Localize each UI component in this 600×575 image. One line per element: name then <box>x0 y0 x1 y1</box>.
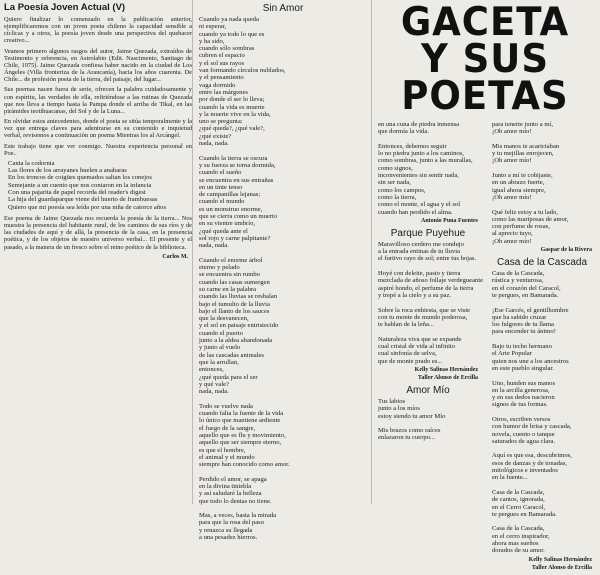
poem-line: y tu mejillas enrojecen, <box>492 150 554 158</box>
poem-line <box>492 165 596 172</box>
poem-line: en su vientre umbrío, <box>199 220 256 228</box>
poem-line: en el cerro inspirador, <box>492 532 550 540</box>
masthead-line: GACETA <box>400 0 570 45</box>
poem-line: y en sus dedos nacieron <box>492 394 555 402</box>
poem-line: ni esperar, <box>199 23 227 31</box>
poem-line: van formando círculos nublados, <box>199 67 286 75</box>
poem-line <box>492 409 596 416</box>
poem-line <box>378 263 482 270</box>
poem-sin-amor <box>199 16 371 541</box>
poem-line: que dormía la vida. <box>378 128 429 136</box>
poem-line <box>492 482 596 489</box>
poem-line: como el monte, el agua y el sol <box>378 201 461 209</box>
poem-line: ¿qué queda ante el <box>199 227 248 235</box>
poem-line: de campanillas lejanas; <box>199 191 261 199</box>
poem-heading-sin-amor: Sin Amor <box>262 3 304 14</box>
poem-line: Casa de la Cascada, <box>492 270 545 278</box>
poem-line: y junto al vuelo <box>199 344 241 352</box>
poem-line: en este pueblo singular. <box>492 364 554 372</box>
poem-line: Mis manos te acariciaban <box>492 142 560 150</box>
essay-closing <box>4 215 192 251</box>
poem-line: cuando el sueño <box>199 169 242 177</box>
poem-heading-amor-mio: Amor Mío <box>406 384 450 396</box>
author-signature: Kelly Salinas Hernández <box>528 556 592 563</box>
poem-line: cuando el mundo <box>199 198 245 206</box>
poem-line: el Arte Popular <box>492 350 532 358</box>
quoted-poem <box>8 160 192 211</box>
poem-line: como la tierra, <box>378 193 417 201</box>
poem-line: cuando sólo sombras <box>199 45 255 53</box>
poem-line: estoy siendo tu amor Mío <box>378 412 446 420</box>
poem-line: entre las márgenes <box>199 88 248 96</box>
subcolumn-left <box>374 121 482 575</box>
poem-amor-mio <box>378 398 482 442</box>
poem-line: saturados de agua clara. <box>492 437 555 445</box>
essay-paragraph: Veamos primero algunos rasgos del autor, Jaime Quezada, extraídos de Testimonio y referencia, en Astrolabio (Edit. Nascimento, Santiago de Chile, 1975). Jaime Quezada confiesa haber nacido en la ciudad de Los Ángeles (Villa fronteriza de la Araucanía), hacia los años cuarenta. De Chile... de profesión poeta de la tierra, del paisaje, del lugar... <box>4 47 192 84</box>
poem-line: el furtivo rayo de sol; entre tus hojas. <box>378 255 477 263</box>
poem-line: bajo el tumulto de la lluvia <box>199 300 270 308</box>
author-signature: Kelly Salinas Hernández <box>414 366 478 373</box>
poem-line: para que la rosa del paso <box>199 519 264 527</box>
poem-line: junto a los míos <box>378 405 420 413</box>
poem-line: en la fuente... <box>492 474 528 482</box>
poem-line: a una pesadez hierros. <box>199 534 258 542</box>
poem-line: es un monstruo enorme, <box>199 205 263 213</box>
essay-title: La Poesía Joven Actual (V) <box>4 2 126 13</box>
poem-line: aquello que ser siempre eterno, <box>199 439 282 447</box>
poem-line: ¿qué existe? <box>199 132 232 140</box>
column-divider <box>371 0 372 504</box>
poem-line: ¿qué queda?, ¿qué vale?, <box>199 125 265 133</box>
poem-line: que todo lo dentas no tiene. <box>199 497 272 505</box>
poem-line: Mas, a veces, basta la mirada <box>199 512 277 520</box>
poem-line: Uno, hunden sus manos <box>492 379 556 387</box>
poem-line: Casa de la Cascada, <box>492 488 545 496</box>
poem-line: con perfume de rosas, <box>492 223 550 231</box>
subcolumn-right <box>488 121 596 575</box>
poem-line <box>199 505 371 512</box>
poem-line: el fuego de la sangre, <box>199 424 256 432</box>
poem-line: en un tinte tenso <box>199 183 243 191</box>
poem-line: a la entrada entinas de tu lluvia <box>378 248 461 256</box>
poem-line <box>378 299 482 306</box>
gaceta-subcolumns <box>374 121 596 575</box>
poem-line: en el corazón del Caracol, <box>492 284 561 292</box>
poem-line <box>378 136 482 143</box>
poem-line: en la arcilla generosa, <box>492 386 550 394</box>
poem-line: La hija del guardaparque viene del huerto de frambuesas <box>8 196 158 204</box>
column-gaceta <box>374 0 596 571</box>
poem-line: Junto a mí te cobijaste, <box>492 172 553 180</box>
poem-line: para tenerte junto a mí, <box>492 121 553 128</box>
poem-line: cuando han perdido el alma. <box>378 208 453 216</box>
poem-line: como sombras, junto a las murallas, <box>378 157 473 165</box>
poem-continued <box>378 121 482 216</box>
poem-line: cuando el puerto <box>199 329 243 337</box>
poem-line: nada, nada. <box>199 140 229 148</box>
poem-line: uno se pregunta: <box>199 118 243 126</box>
poem-line: para encender tu ánimo! <box>492 328 556 336</box>
poem-line <box>199 250 371 257</box>
poem-line: signos de tus formas. <box>492 401 548 409</box>
poem-line: aquello que es flu y movimiento, <box>199 431 286 439</box>
essay-closing-text: Ese poema de Jaime Quezada nos recuerda la poesía de la tierra... Nos muestra la presencia del habitante rural, de los caminos de sus ríos y de las ciudades de aquí y de allá, la presencia de la casa, en la presencia poética, y de los objetos de nuestro universo verbal... El presente y el pasado, a la manera de un fresco sobre el reino poético de la biblioteca. <box>4 214 192 251</box>
poem-line <box>378 328 482 335</box>
poem-line: cuando falta la fuente de la vida <box>199 410 284 418</box>
poem-line <box>492 299 596 306</box>
column-essay <box>4 0 192 504</box>
poem-line: en una cuna de piedra inmensa <box>378 121 460 128</box>
poem-line <box>492 136 596 143</box>
poem-line: Naturaleza viva que se expande <box>378 335 462 343</box>
author-signature: Antonio Puna Fuentes <box>420 217 478 224</box>
poem-line <box>378 420 482 427</box>
poem-line: en la divina tiniebla <box>199 483 252 490</box>
poem-line: cual cristal de vida al infinito <box>378 343 456 351</box>
poem-line: Entonces, debemos seguir <box>378 142 447 150</box>
poem-line: que la arrullan, <box>199 358 239 366</box>
poem-line: Tus labios <box>378 397 406 405</box>
poem-line <box>492 372 596 379</box>
poem-line: te pergues, en Bamarada. <box>492 291 559 299</box>
poem-line: Las flores de los arrayanes huelen a anabaras <box>8 167 127 175</box>
poem-puyehue <box>378 241 482 365</box>
poem-line: bajo el llanto de los sauces <box>199 307 270 315</box>
poem-line <box>199 468 371 475</box>
poem-line: Perdido el amor, se apaga <box>199 475 267 483</box>
poem-line: ¡Ese Garcés, el gentilhombre <box>492 306 569 314</box>
poem-line: y renazca su llegada <box>199 526 253 534</box>
author-workshop: Taller Alonso de Ercilla <box>417 374 478 381</box>
poem-line: cuando ya todo lo que es <box>199 30 265 38</box>
poem-line: y el sol sus rayos <box>199 59 245 67</box>
poem-line: quien nos une a los ancestros <box>492 357 569 365</box>
poem-line: Qué feliz estoy a tu lado, <box>492 208 558 216</box>
poem-line: Casa de la Cascada, <box>492 525 545 533</box>
poem-line <box>199 395 371 402</box>
poem-line: ahora mas sueños <box>492 540 539 548</box>
poem-line: Maravilloso cerdero me condujo <box>378 240 464 248</box>
poem-line: y trepé a la cielo y a su paz. <box>378 291 452 299</box>
essay-paragraph: Quiero finalizar lo comenzado en la publicación anterior, ejemplificaremos con un joven poeta chileno la capacidad sensible a cíclicas y a otros, la poesía joven desde una perspectiva del quehacer creativo... <box>4 16 192 45</box>
poem-line: sol rojo y carne palpitante? <box>199 234 271 242</box>
poem-line: lo único que mantiene ardiente <box>199 417 281 425</box>
poem-line: siempre han conocido como amor. <box>199 461 290 469</box>
poem-line: Quiero que mi poesía sea leída por una niña de catorce años <box>8 203 167 211</box>
poem-line: entonces, <box>199 366 224 374</box>
poem-line: con humor de brisa y cascada, <box>492 423 572 431</box>
poem-line: que de monte prado es... <box>378 357 443 365</box>
masthead-line: Y SUS <box>421 37 549 82</box>
poem-line: como signos, <box>378 164 413 172</box>
poem-line: Con una pajarita de papel recorda del reader's digest <box>8 189 146 196</box>
poem-line: y su fuerza se torna dormida, <box>199 161 276 169</box>
poem-line: eterno y pelado <box>199 264 240 272</box>
poem-line: en el Cerro Caracol, <box>492 503 546 511</box>
poem-line: y ha sido, <box>199 37 225 45</box>
poem-line: que la desvanecen, <box>199 315 249 323</box>
poem-line: Canta la codornia <box>8 159 55 167</box>
poem-line: Semejante a un cuento que nos contaron en la infancia <box>8 181 152 189</box>
poem-line <box>492 336 596 343</box>
poem-amor-mio-continued <box>492 121 596 245</box>
poem-line: Mis brazos como raíces <box>378 427 441 435</box>
poem-line: Cuando el enorme árbol <box>199 256 263 264</box>
poem-line: y así saludaré la belleza <box>199 490 262 498</box>
poem-line: Cuando la tierra se oscura <box>199 154 268 162</box>
poem-line: se encuentra en sus entrañas <box>199 176 274 184</box>
poem-line: cubren el espacio <box>199 52 245 60</box>
poem-line: junto a la aldea abandonada <box>199 337 273 345</box>
poem-line: esos de danzas y de tonadas, <box>492 459 568 467</box>
poem-line: Sobre la roca enhiesta, que se viste <box>378 306 471 314</box>
poem-line: en un abrazo fuerte, <box>492 179 545 187</box>
poem-line: enlazaron tu cuerpo... <box>378 434 435 442</box>
poem-line: nada, nada. <box>199 388 229 396</box>
column-sin-amor <box>195 0 371 542</box>
poem-line: cual sinfonía de selva, <box>378 350 437 358</box>
masthead <box>380 0 591 119</box>
poem-line: como las mariposas de amor, <box>492 215 569 223</box>
poem-line: inconvenientes sin sentir nada, <box>378 172 459 180</box>
author-signature: Gaspar de la Rivera <box>540 247 592 254</box>
poem-line: con tu monte de mundo poderosa, <box>378 313 468 321</box>
poem-line: cuando las lluvias se resbalan <box>199 293 278 301</box>
masthead-line: POETAS <box>401 74 569 119</box>
poem-line: se encuentra sin rumbo <box>199 271 260 279</box>
poem-line: el animal y el mundo <box>199 453 255 461</box>
poem-line: que se cierra como un muerto <box>199 213 278 221</box>
poem-line: es que el hombre, <box>199 446 246 454</box>
essay-paragraph: En olvidar estos antecedentes, donde el poeta se sitúa temporalmente y la vez que entrega claves para adentrarse en su contenido e inquietud verbal, revisemos a continuación un poema Mientras los al Arcángel. <box>4 118 192 140</box>
poem-line: como los campos, <box>378 186 426 194</box>
poem-line: su carne en la palabra <box>199 285 257 293</box>
poem-line: ¡Oh amor mío! <box>492 128 532 136</box>
poem-line: mezclada de añoso follaje verdegueante <box>378 277 484 285</box>
poem-line: Bajo tu techo hermano <box>492 343 552 351</box>
essay-paragraph: Sus poemas nacen fuera de serie, ofrecen la palabra cuidadosamente y con espíritu, las verdades de ella, refiriéndose a las rutinas de Quezada que nos lleva a tiempo hasta la Pampa donde el arriba de Tikal, en las pirámides teotihuacanas, del Sol y de la Luna... <box>4 86 192 115</box>
poem-line: y el sol en paisaje entristecido <box>199 322 279 330</box>
poem-line: novela, cuento o tanque <box>492 430 555 438</box>
poem-line <box>492 445 596 452</box>
column-divider <box>192 0 193 504</box>
poem-line <box>199 147 371 154</box>
poem-line: cuando la vida es muerte <box>199 103 265 111</box>
essay-signature: Carlos M. <box>162 253 188 260</box>
poem-line: rústica y venturosa, <box>492 277 544 285</box>
essay-body <box>4 16 192 157</box>
poem-heading-casa-cascada: Casa de la Cascada <box>496 257 588 269</box>
poem-line: Otros, escriben versos <box>492 415 551 423</box>
poem-line: En los troncos de coigües quemados saltan los conejos <box>8 174 152 182</box>
poem-line: aspiré hondo, el perfume de la tierra <box>378 284 474 292</box>
poem-line: Todo se vuelve nada <box>199 402 253 410</box>
poem-line: nada, nada. <box>199 242 229 250</box>
poem-line: y el pensamiento <box>199 74 244 82</box>
poem-heading-puyehue: Parque Puyehue <box>390 227 466 239</box>
poem-line: y qué vale? <box>199 380 230 388</box>
poem-line: ¡Oh amor mío! <box>492 157 532 165</box>
poem-line: Aquí es que esa, descubrimos, <box>492 452 572 460</box>
poem-line: te hablan de la leña... <box>378 321 434 329</box>
poem-line <box>492 201 596 208</box>
poem-line: por donde el ser lo lleva; <box>199 96 265 104</box>
poem-line: lo no piedra junto a los caminos, <box>378 150 464 158</box>
poem-line: vaga dormido <box>199 81 236 89</box>
poem-line: igual ahora siempre, <box>492 186 546 194</box>
poem-line: dorados de su amor. <box>492 547 545 555</box>
poem-line: sin ser nada, <box>378 179 411 187</box>
poem-line: mitológicos e inventados <box>492 467 558 475</box>
poem-line: de cantos, ignorada, <box>492 496 545 504</box>
poem-line: de las cascadas animales <box>199 351 264 359</box>
poem-line: ¡Oh amor mío! <box>492 193 532 201</box>
poem-line: que ha sabido cruzar <box>492 313 547 321</box>
poem-line: los fulgores de tu llama <box>492 321 554 329</box>
author-workshop: Taller Alonso de Ercilla <box>531 564 592 571</box>
poem-line: y la muerte vive en la vida, <box>199 110 271 118</box>
essay-paragraph: Este trabajo tiene que ver conmigo. Nuestra experiencia personal en Poe.. <box>4 142 192 157</box>
poem-line: al aprecio tuyo, <box>492 230 533 238</box>
poem-line: ¿qué queda para el ser <box>199 373 258 381</box>
poem-line: te pergues en Bamarada. <box>492 510 557 518</box>
poem-line <box>492 518 596 525</box>
poem-line: ¡Oh amor mío! <box>492 237 532 245</box>
poem-line: Cuando ya nada queda <box>199 16 259 23</box>
poem-line: Hoyé con deleite, pasto y tierra <box>378 270 461 278</box>
poem-line: cuando las casas sumergen <box>199 278 270 286</box>
poem-casa-cascada <box>492 270 596 555</box>
